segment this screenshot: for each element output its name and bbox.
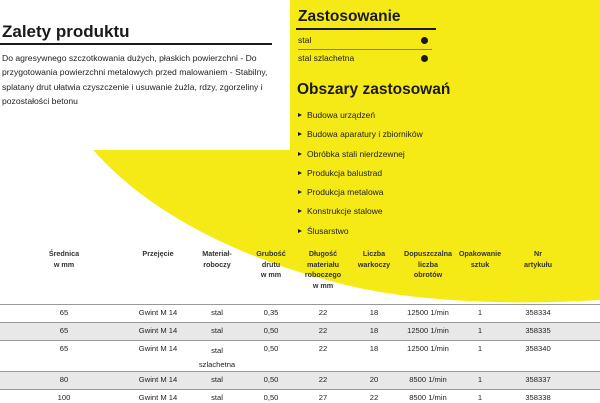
application-row-stainless (298, 50, 432, 67)
table-cell: 358335 (525, 326, 551, 335)
table-cell: 100 (57, 393, 71, 402)
table-cell: 22 (318, 308, 328, 317)
table-cell: 22 (318, 326, 328, 335)
list-item: Produkcja balustrad (298, 164, 423, 183)
application-divider (296, 28, 436, 30)
table-cell: 20 (369, 375, 379, 384)
table-header-cell (123, 249, 193, 260)
advantages-text (2, 51, 272, 109)
filled-dot-icon (421, 55, 428, 62)
table-cell: 8500 1/min (409, 375, 447, 384)
table-cell: 80 (59, 375, 69, 384)
application-label: stal (298, 35, 312, 45)
filled-dot-icon (421, 37, 428, 44)
table-header-line: Grubość (256, 249, 286, 258)
list-item: Obróbka stali nierdzewnej (298, 145, 423, 164)
table-header-cell (189, 249, 245, 270)
table-cell: 27 (318, 393, 328, 402)
triangle-bullet-icon (298, 229, 302, 233)
application-row-steel (298, 32, 432, 50)
advantages-line: przygotowania powierzchni metalowych przed malowaniem - Stabilny, (2, 67, 268, 78)
table-header-line: w mm (53, 259, 75, 269)
application-title: Zastosowanie (298, 8, 401, 25)
triangle-bullet-icon (298, 152, 302, 156)
table-header-line: w mm (312, 280, 334, 290)
advantages-line: pozostałości betonu (2, 96, 78, 107)
table-cell: Gwint M 14 (138, 393, 178, 402)
advantages-line: Do agresywnego szczotkowania dużych, płaskich powierzchni - Do (2, 53, 257, 63)
table-cell: Gwint M 14 (138, 344, 178, 353)
table-row-divider (0, 371, 600, 372)
table-cell: Gwint M 14 (138, 326, 178, 335)
list-item: Ślusarstwo (298, 222, 423, 241)
table-row-divider (0, 304, 600, 305)
list-item: Budowa aparatury i zbiorników (298, 125, 423, 144)
table-cell: 358338 (525, 393, 551, 402)
table-cell: 65 (59, 308, 69, 317)
table-cell: stal (211, 308, 223, 317)
table-header-line: Dopuszczalna (404, 249, 452, 258)
table-cell: 0,50 (263, 344, 279, 353)
list-item: Produkcja metalowa (298, 183, 423, 202)
table-header-line: Przejęcie (142, 249, 174, 258)
table-header-line: Nr (534, 249, 542, 258)
table-cell: 12500 1/min (407, 308, 449, 317)
table-header-line: drutu (261, 259, 281, 269)
table-header-line: Długość (308, 249, 338, 258)
table-header-cell (34, 249, 94, 270)
table-cell: 0,50 (263, 326, 279, 335)
table-cell: 1 (477, 344, 483, 353)
list-item: Konstrukcje stalowe (298, 202, 423, 221)
advantages-line: splatany drut ułatwia czyszczenie i usuwanie żużla, rdzy, zgorzeliny i (2, 81, 263, 92)
table-cell: 65 (59, 326, 69, 335)
table-header-line: Średnica (48, 249, 80, 258)
table-cell: Gwint M 14 (138, 308, 178, 317)
table-cell: 0,50 (263, 375, 279, 384)
table-header-line: roboczego (304, 270, 342, 280)
table-row-divider (0, 389, 600, 390)
table-cell: 0,35 (263, 308, 279, 317)
table-row-divider (0, 322, 600, 323)
table-cell: 358337 (525, 375, 551, 384)
table-header-line: sztuk (470, 259, 490, 269)
triangle-bullet-icon (298, 171, 302, 175)
table-cell: 358334 (525, 308, 551, 317)
table-header-line: warkoczy (357, 259, 391, 269)
table-cell: 1 (477, 326, 483, 335)
table-header-cell (251, 249, 291, 281)
table-cell: 22 (318, 375, 328, 384)
areas-title: Obszary zastosowań (297, 81, 451, 98)
table-header-line: liczba (418, 259, 438, 269)
table-cell: 18 (369, 344, 379, 353)
table-header-cell (397, 249, 459, 281)
triangle-bullet-icon (298, 113, 302, 117)
application-label: stal szlachetna (298, 53, 355, 63)
table-header-line: artykułu (524, 259, 552, 269)
table-cell: 65 (59, 344, 69, 353)
list-item: Budowa urządzeń (298, 106, 423, 125)
table-cell: 0,50 (263, 393, 279, 402)
table-cell: 12500 1/min (407, 344, 449, 353)
advantages-title: Zalety produktu (2, 22, 130, 41)
table-cell: 22 (318, 344, 328, 353)
table-header-line: roboczy (203, 259, 231, 269)
table-header-line: obrotów (413, 270, 443, 280)
table-cell: 12500 1/min (407, 326, 449, 335)
table-cell: stal szlachetna (198, 346, 236, 369)
table-header-cell (455, 249, 505, 270)
table-header-line: Liczba (362, 249, 386, 258)
table-header-line: Materiał- (202, 249, 232, 258)
table-cell: stal (211, 326, 223, 335)
table-cell: stal (211, 393, 223, 402)
table-header-cell (513, 249, 563, 270)
table-cell: stal (211, 375, 223, 384)
table-cell: 1 (477, 393, 483, 402)
triangle-bullet-icon (298, 132, 302, 136)
advantages-divider (0, 43, 272, 45)
table-header-line: materiału (307, 259, 339, 269)
table-row-divider (0, 340, 600, 341)
areas-list (298, 106, 423, 241)
table-cell: 22 (369, 393, 379, 402)
table-header-cell (297, 249, 349, 291)
table-cell: 1 (477, 375, 483, 384)
table-cell: 8500 1/min (409, 393, 447, 402)
table-cell: 18 (369, 308, 379, 317)
table-header-line: w mm (260, 270, 282, 280)
triangle-bullet-icon (298, 209, 302, 213)
table-header-line: Opakowanie (458, 249, 502, 258)
table-cell: 358340 (525, 344, 551, 353)
triangle-bullet-icon (298, 190, 302, 194)
table-cell: Gwint M 14 (138, 375, 178, 384)
table-cell: 18 (369, 326, 379, 335)
table-header-cell (354, 249, 394, 270)
table-cell: 1 (477, 308, 483, 317)
